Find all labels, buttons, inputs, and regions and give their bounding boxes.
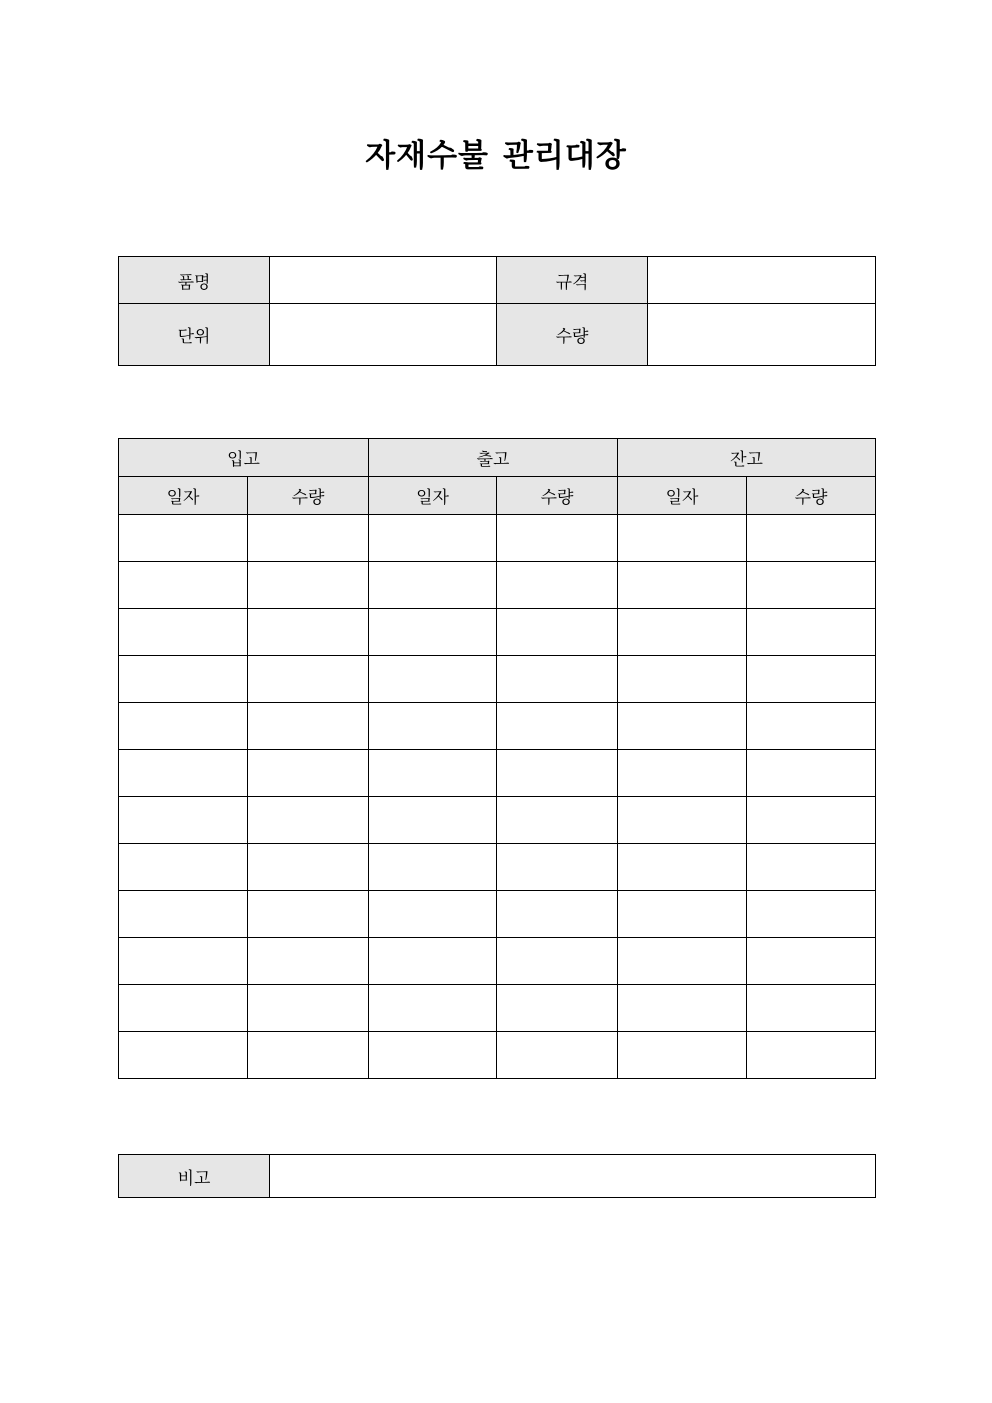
balance-quantity-cell[interactable] (747, 609, 876, 656)
receipt-date-cell[interactable] (119, 750, 248, 797)
spec-label: 규격 (497, 257, 648, 304)
table-row (119, 562, 876, 609)
issue-date-cell[interactable] (369, 703, 497, 750)
receipt-date-cell[interactable] (119, 703, 248, 750)
balance-date-cell[interactable] (618, 656, 747, 703)
spec-field[interactable] (648, 257, 876, 304)
balance-quantity-cell[interactable] (747, 891, 876, 938)
receipt-quantity-cell[interactable] (248, 1032, 369, 1079)
issue-quantity-cell[interactable] (497, 703, 618, 750)
issue-date-cell[interactable] (369, 891, 497, 938)
issue-date-cell[interactable] (369, 938, 497, 985)
issue-quantity-cell[interactable] (497, 891, 618, 938)
issue-quantity-cell[interactable] (497, 609, 618, 656)
issue-quantity-cell[interactable] (497, 656, 618, 703)
receipt-quantity-cell[interactable] (248, 891, 369, 938)
receipt-quantity-header: 수량 (248, 477, 369, 515)
balance-quantity-header: 수량 (747, 477, 876, 515)
balance-date-cell[interactable] (618, 1032, 747, 1079)
ledger-column-header-row (119, 477, 876, 515)
table-row (119, 1032, 876, 1079)
issue-date-cell[interactable] (369, 844, 497, 891)
table-row (119, 750, 876, 797)
ledger-table (118, 438, 876, 1079)
receipt-date-header: 일자 (119, 477, 248, 515)
balance-date-cell[interactable] (618, 750, 747, 797)
title-part-1: 자재수불 (365, 138, 489, 174)
receipt-quantity-cell[interactable] (248, 844, 369, 891)
remarks-field[interactable] (270, 1155, 876, 1198)
balance-date-cell[interactable] (618, 985, 747, 1032)
receipt-quantity-cell[interactable] (248, 562, 369, 609)
issue-date-cell[interactable] (369, 797, 497, 844)
receipt-date-cell[interactable] (119, 609, 248, 656)
receipt-quantity-cell[interactable] (248, 515, 369, 562)
issue-quantity-header: 수량 (497, 477, 618, 515)
issue-quantity-cell[interactable] (497, 844, 618, 891)
info-quantity-label: 수량 (497, 304, 648, 366)
issue-date-cell[interactable] (369, 985, 497, 1032)
issue-date-cell[interactable] (369, 656, 497, 703)
receipt-quantity-cell[interactable] (248, 656, 369, 703)
balance-quantity-cell[interactable] (747, 844, 876, 891)
info-quantity-field[interactable] (648, 304, 876, 366)
item-name-field[interactable] (270, 257, 497, 304)
remarks-table (118, 1154, 876, 1198)
receipt-date-cell[interactable] (119, 515, 248, 562)
page-title (0, 134, 992, 178)
balance-date-cell[interactable] (618, 703, 747, 750)
balance-date-cell[interactable] (618, 797, 747, 844)
receipt-date-cell[interactable] (119, 844, 248, 891)
balance-date-header: 일자 (618, 477, 747, 515)
issue-quantity-cell[interactable] (497, 797, 618, 844)
unit-field[interactable] (270, 304, 497, 366)
balance-quantity-cell[interactable] (747, 515, 876, 562)
balance-quantity-cell[interactable] (747, 750, 876, 797)
issue-quantity-cell[interactable] (497, 750, 618, 797)
balance-quantity-cell[interactable] (747, 938, 876, 985)
receipt-date-cell[interactable] (119, 938, 248, 985)
receipt-date-cell[interactable] (119, 797, 248, 844)
receipt-date-cell[interactable] (119, 562, 248, 609)
issue-date-cell[interactable] (369, 515, 497, 562)
receipt-quantity-cell[interactable] (248, 938, 369, 985)
table-row (119, 656, 876, 703)
balance-quantity-cell[interactable] (747, 656, 876, 703)
balance-group-header: 잔고 (618, 439, 876, 477)
issue-date-cell[interactable] (369, 562, 497, 609)
issue-quantity-cell[interactable] (497, 515, 618, 562)
balance-date-cell[interactable] (618, 844, 747, 891)
issue-date-header: 일자 (369, 477, 497, 515)
receipt-quantity-cell[interactable] (248, 797, 369, 844)
item-name-label: 품명 (119, 257, 270, 304)
balance-date-cell[interactable] (618, 609, 747, 656)
balance-date-cell[interactable] (618, 938, 747, 985)
table-row (119, 938, 876, 985)
title-part-2: 관리대장 (503, 138, 627, 174)
issue-group-header: 출고 (369, 439, 618, 477)
issue-quantity-cell[interactable] (497, 938, 618, 985)
remarks-label: 비고 (119, 1155, 270, 1198)
balance-quantity-cell[interactable] (747, 562, 876, 609)
issue-date-cell[interactable] (369, 1032, 497, 1079)
balance-quantity-cell[interactable] (747, 985, 876, 1032)
receipt-quantity-cell[interactable] (248, 750, 369, 797)
balance-quantity-cell[interactable] (747, 703, 876, 750)
table-row (119, 703, 876, 750)
receipt-date-cell[interactable] (119, 891, 248, 938)
receipt-date-cell[interactable] (119, 1032, 248, 1079)
table-row (119, 844, 876, 891)
table-row (119, 985, 876, 1032)
unit-label: 단위 (119, 304, 270, 366)
table-row (119, 515, 876, 562)
balance-quantity-cell[interactable] (747, 797, 876, 844)
receipt-quantity-cell[interactable] (248, 703, 369, 750)
receipt-quantity-cell[interactable] (248, 985, 369, 1032)
receipt-quantity-cell[interactable] (248, 609, 369, 656)
receipt-date-cell[interactable] (119, 656, 248, 703)
issue-quantity-cell[interactable] (497, 985, 618, 1032)
issue-quantity-cell[interactable] (497, 1032, 618, 1079)
receipt-group-header: 입고 (119, 439, 369, 477)
table-row (119, 891, 876, 938)
balance-date-cell[interactable] (618, 891, 747, 938)
balance-date-cell[interactable] (618, 562, 747, 609)
issue-date-cell[interactable] (369, 750, 497, 797)
ledger-body (119, 515, 876, 1079)
issue-quantity-cell[interactable] (497, 562, 618, 609)
table-row (119, 797, 876, 844)
item-info-table (118, 256, 876, 366)
issue-date-cell[interactable] (369, 609, 497, 656)
balance-quantity-cell[interactable] (747, 1032, 876, 1079)
balance-date-cell[interactable] (618, 515, 747, 562)
receipt-date-cell[interactable] (119, 985, 248, 1032)
ledger-group-header-row (119, 439, 876, 477)
table-row (119, 609, 876, 656)
